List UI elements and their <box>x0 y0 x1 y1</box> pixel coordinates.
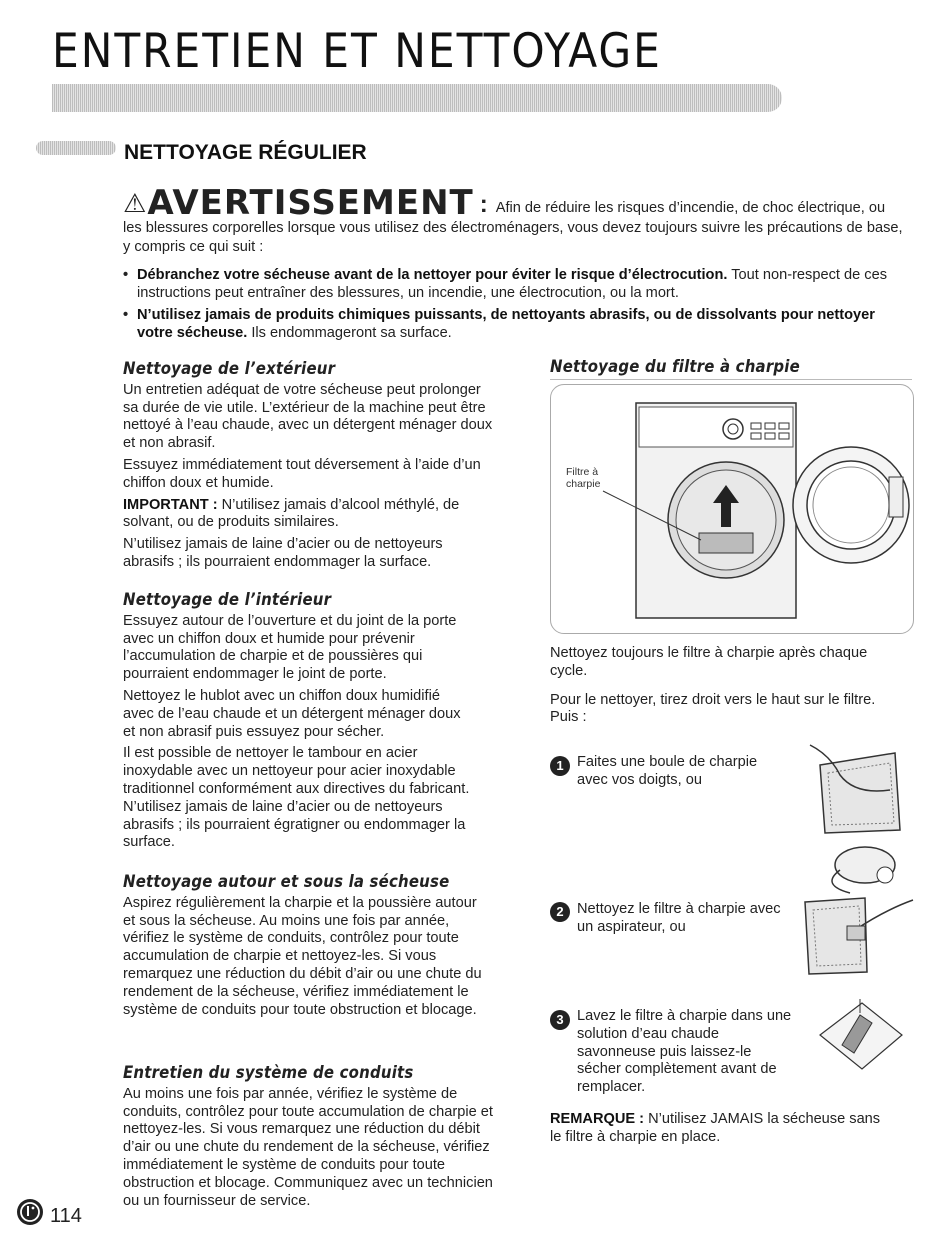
filter-heading-rule <box>550 379 912 380</box>
filter-note <box>550 1111 895 1147</box>
filter-label-line2: charpie <box>566 478 601 490</box>
warning-block <box>123 183 903 256</box>
interior-section <box>123 591 473 856</box>
warning-triangle-icon: ⚠ <box>123 189 148 219</box>
warning-bullets <box>123 266 913 346</box>
exterior-p1: Un entretien adéquat de votre sécheuse peut prolonger sa durée de vie utile. L’extérieur de la machine peut être nettoyé à l’eau chaude, avec un détergent ménager doux et non abrasif. <box>123 381 493 452</box>
step-2-badge: 2 <box>550 902 570 922</box>
bullet-item <box>123 306 913 342</box>
bullet-bold: Débranchez votre sécheuse avant de la nettoyer pour éviter le risque d’électrocution. <box>137 267 728 283</box>
exterior-p2: Essuyez immédiatement tout déversement à l’aide d’un chiffon doux et humide. <box>123 456 481 491</box>
interior-heading: Nettoyage de l’intérieur <box>123 590 332 609</box>
note-text: N’utilisez JAMAIS la sécheuse sans le filtre à charpie en place. <box>550 1111 881 1145</box>
filter-intro <box>550 645 895 731</box>
note-label: REMARQUE : <box>550 1111 645 1127</box>
around-p1: Aspirez régulièrement la charpie et la poussière autour et sous la sécheuse. Au moins une fois par année, vérifiez le système de conduits, contrôlez pour toute accumulation de charpie et nettoyez-les. Si vous remarquez une réduction du débit d’air ou une chute du rendement de la sécheuse, vérifiez immédiatement le système de conduits pour toute obstruction et blocage. <box>123 894 482 1018</box>
duct-p1: Au moins une fois par année, vérifiez le système de conduits, contrôlez pour toute accumulation de charpie et nettoyez-les. Si vous remarquez une réduction du débit d’air ou une chute du rendement de la sécheuse, vérifiez immédiatement le système de conduits pour toute obstruction et blocage. Communiquez avec un technicien ou un fournisseur de service. <box>123 1085 493 1209</box>
exterior-section <box>123 360 493 576</box>
bullet-bold: N’utilisez jamais de produits chimiques puissants, de nettoyants abrasifs, ou de dissolvants pour nettoyer votre sécheuse. <box>137 307 875 341</box>
warning-text: Afin de réduire les risques d’incendie, de choc électrique, ou les blessures corporelles lorsque vous utilisez des électroménagers, vous devez toujours suivre les précautions de base, y compris ce qui suit : <box>123 200 903 255</box>
step-1-badge: 1 <box>550 756 570 776</box>
step-3-text: Lavez le filtre à charpie dans une solution d’eau chaude savonneuse puis laissez-le sécher complètement avant de remplacer. <box>577 1008 792 1096</box>
step-1-text: Faites une boule de charpie avec vos doigts, ou <box>577 754 758 788</box>
bullet-text: Tout non-respect de ces instructions peut entraîner des blessures, un incendie, une électrocution, ou la mort. <box>137 267 887 301</box>
lint-filter-wash-icon <box>812 995 907 1075</box>
section-decor-pill <box>36 141 116 155</box>
page-title: ENTRETIEN ET NETTOYAGE <box>52 24 662 79</box>
interior-p3: Il est possible de nettoyer le tambour en acier inoxydable avec un nettoyeur pour acier inoxydable traditionnel conformément aux directives du fabricant. N’utilisez jamais de laine d’acier ou de nettoyeurs abrasifs ; ils pourraient égratigner ou endommager la surface. <box>123 745 470 851</box>
vacuum-icon <box>810 835 910 895</box>
filter-p2: Pour le nettoyer, tirez droit vers le haut sur le filtre. Puis : <box>550 691 876 726</box>
filter-heading: Nettoyage du filtre à charpie <box>550 357 800 376</box>
page-number: 114 <box>50 1205 82 1227</box>
exterior-heading: Nettoyage de l’extérieur <box>123 359 336 378</box>
filter-label-line1: Filtre à <box>566 466 599 478</box>
title-decor-bar <box>52 84 782 112</box>
important-label: IMPORTANT : <box>123 496 218 513</box>
interior-p2: Nettoyez le hublot avec un chiffon doux humidifié avec de l’eau chaude et un détergent ménager doux et non abrasif puis essuyez pour sécher. <box>123 687 461 740</box>
lg-logo-icon <box>16 1198 44 1226</box>
step-3-badge: 3 <box>550 1010 570 1030</box>
section-title: NETTOYAGE RÉGULIER <box>124 141 367 164</box>
exterior-p3-text: N’utilisez jamais d’alcool méthylé, de solvant, ou de produits similaires. <box>123 496 460 531</box>
around-heading: Nettoyage autour et sous la sécheuse <box>123 872 450 891</box>
duct-heading: Entretien du système de conduits <box>123 1063 414 1082</box>
svg-text:Filtre à charpie <box>566 466 601 490</box>
filter-p1: Nettoyez toujours le filtre à charpie après chaque cycle. <box>550 645 868 679</box>
lint-filter-vacuum-icon <box>795 890 915 980</box>
around-section <box>123 873 488 1023</box>
interior-p1: Essuyez autour de l’ouverture et du joint de la porte avec un chiffon doux et humide pour prévenir l’accumulation de charpie et de poussières qui pourraient endommager le joint de porte. <box>123 612 457 683</box>
dryer-illustration <box>550 384 914 634</box>
step-2-text: Nettoyez le filtre à charpie avec un aspirateur, ou <box>577 901 781 935</box>
bullet-text: Ils endommageront sa surface. <box>247 325 452 341</box>
duct-section <box>123 1064 493 1214</box>
bullet-item <box>123 266 913 302</box>
dryer-drawing <box>551 385 913 633</box>
warning-heading <box>123 183 474 223</box>
exterior-p4: N’utilisez jamais de laine d’acier ou de nettoyeurs abrasifs ; ils pourraient endommager la surface. <box>123 536 443 570</box>
exterior-p3 <box>123 497 493 533</box>
warning-heading-text: AVERTISSEMENT <box>147 183 474 223</box>
lint-filter-hand-icon <box>800 735 910 840</box>
warning-colon: : <box>479 191 488 218</box>
